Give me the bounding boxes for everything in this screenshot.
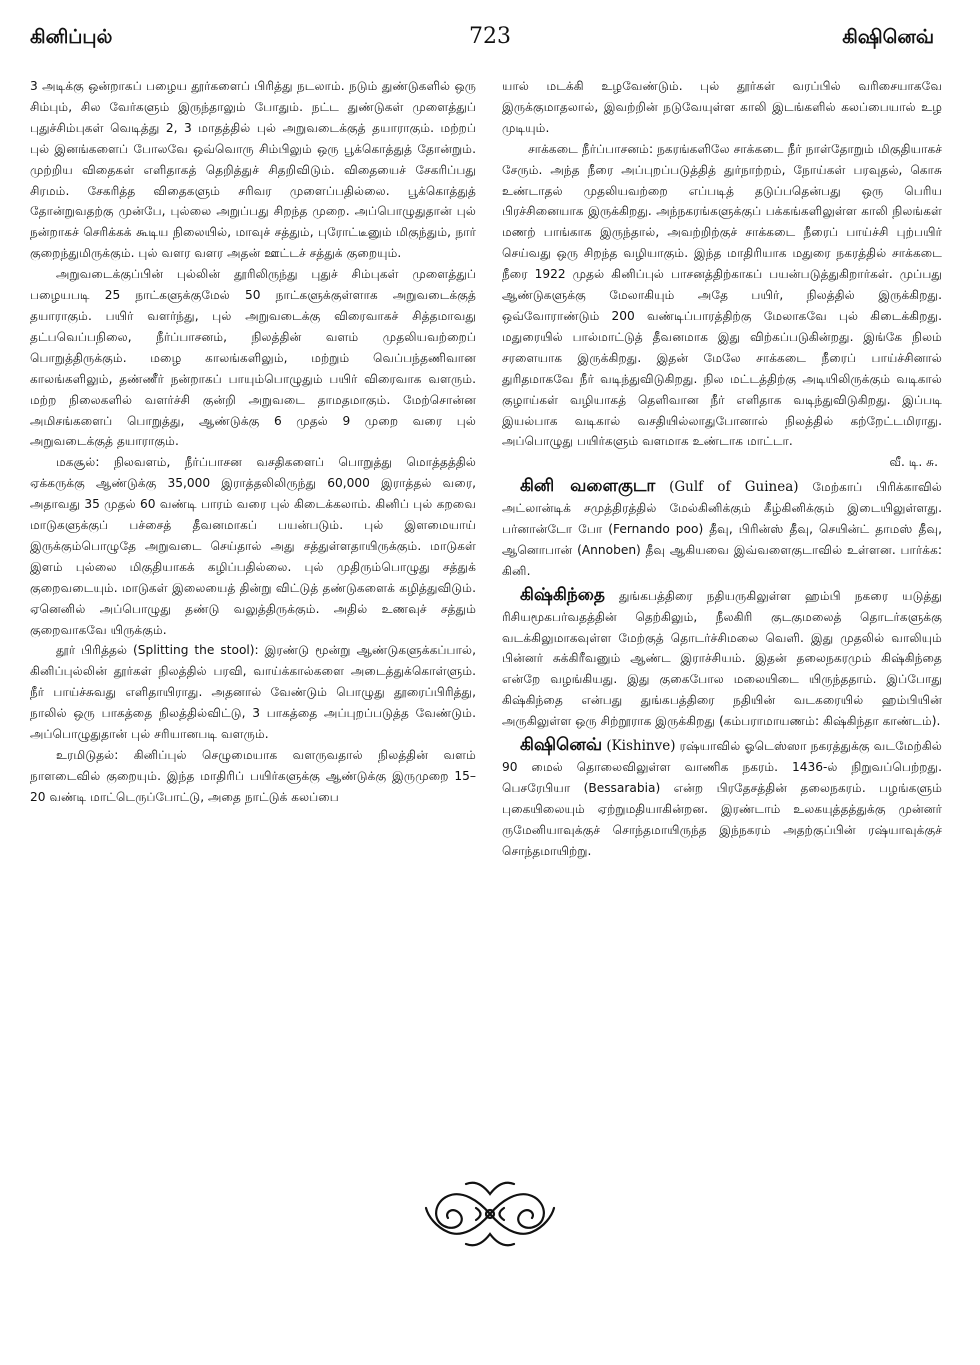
running-head-right: கிஷினெவ் [842, 26, 934, 48]
right-column [502, 76, 942, 862]
entry-term: கினி வளைகுடா [520, 476, 656, 497]
entry-kishkindha [502, 585, 942, 732]
paragraph: சாக்கடை நீர்ப்பாசனம்: நகரங்களிலே சாக்கடை நீர் நாள்தோறும் மிகுதியாகச் சேரும். அந்த நீரை அப்புறப்படுத்தித் துர்நாற்றம், நோய்கள் பரவுதல், கொசு உண்டாதல் முதலியவற்றை எப்படித் தடுப்பதென்பது ஒரு பெரிய பிரச்சினையாக இருக்கிறது. அந்நகரங்களுக்குப் பக்கங்களிலுள்ள காலி நிலங்கள் மணற் பாங்காக இருந்தால், அவற்றிற்குச் சாக்கடை நீரைப் பாய்ச்சி புற்பயிர் செய்வது ஒரு சிறந்த வழியாகும். இந்த மாதிரியாக மதுரை நகரத்தில் சாக்கடை நீரை 1922 முதல் கினிப்புல் பாசனத்திற்காகப் பயன்படுத்துகிறார்கள். முப்பது ஆண்டுகளுக்கு மேலாகியும் அதே பயிர், நிலத்தில் இருக்கிறது. ஒவ்வோராண்டும் 200 வண்டிப்பாரத்திற்கு மேலாகவே புல் கிடைக்கிறது. மதுரையில் பால்மாட்டுத் தீவனமாக இது விற்கப்படுகின்றது. இங்கே நிலம் சரளையாக இருக்கிறது. இதன் மேலே சாக்கடை நீரைப் பாய்ச்சினால் துரிதமாகவே நீர் வடிந்துவிடுகிறது. நில மட்டத்திற்கு அடியிலிருக்கும் வடிகால் குழாய்கள் வழியாகத் தெளிவான நீர் எளிதாக வடிந்துவிடுகிறது. இப்படி இயல்பாக வடிகால் வசதியில்லாதுபோனால் நிலத்தில் கற்றேட்டமிராது. அப்பொழுது பயிர்களும் வளமாக உண்டாக மாட்டா. [502, 141, 942, 449]
paragraph: யால் மடக்கி உழவேண்டும். புல் தூர்கள் வரப்பில் வரிசையாகவே இருக்குமாதலால், இவற்றின் நடுவேயுள்ள காலி இடங்களில் கலப்பையால் உழ முடியும். [502, 79, 942, 135]
page-number: 723 [469, 24, 511, 49]
entry-term: கிஷ்கிந்தை [520, 584, 605, 605]
entry-gloss: (Kishinve) [606, 738, 676, 755]
entry-gulf-of-guinea [502, 476, 942, 582]
entry-gloss: (Gulf of Guinea) [669, 479, 799, 496]
ornament-flourish-icon [418, 1172, 562, 1256]
paragraph: தூர் பிரித்தல் (Splitting the stool): இரண்டு மூன்று ஆண்டுகளுக்கப்பால், கினிப்புல்லின் தூர்கள் நிலத்தில் பரவி, வாய்க்கால்களை அடைத்துக்கொள்ளும். நீர் பாய்ச்சுவது எளிதாயிராது. அதனால் வேண்டும் பொழுது தூரைப்பிரித்து, நாலில் ஒரு பாகத்தை நிலத்தில்விட்டு, 3 பாகத்தை அப்புறப்படுத்த வேண்டும். அப்பொழுதுதான் புல் சரியானபடி வளரும். [30, 643, 476, 742]
paragraph: அறுவடைக்குப்பின் புல்லின் தூரிலிருந்து புதுச் சிம்புகள் முளைத்துப் பழையபடி 25 நாட்களுக்குமேல் 50 நாட்களுக்குள்ளாக அறுவடைக்குத் தயாராகும். பயிர் வளர்ந்து, புல் அறுவடைக்கு விரைவாகச் சித்தமாவது தட்பவெப்பநிலை, நீர்ப்பாசனம், நிலத்தின் வளம் முதலியவற்றைப் பொறுத்திருக்கும். மழை காலங்களிலும், மற்றும் வெப்பந்தணிவான காலங்களிலும், தண்ணீர் நன்றாகப் பாயும்பொழுதும் பயிர் விரைவாக வளரும். மற்ற நிலைகளில் வளர்ச்சி குன்றி அறுவடை தாமதமாகும். மேற்சொன்ன அமிசங்களைப் பொறுத்து, ஆண்டுக்கு 6 முதல் 9 முறை வரை புல் அறுவடைக்குத் தயாராகும். [30, 267, 476, 449]
entry-text: துங்கபத்திரை நதியருகிலுள்ள ஹம்பி நகரை யடுத்து ரிசியமூகபர்வதத்தின் தெற்கிலும், நீலகிரி குடகுமலைத் தொடர்களுக்கு வடக்கிலுமாகவுள்ள மேற்குத் தொடர்ச்சிமலை வெளி. இது முதலில் வாலியும் பின்னர் சுக்கிரீவனும் ஆண்ட இராச்சியம். இதன் தலைநகரமும் கிஷ்கிந்தை என்றே வழங்கியது. இது குகைபோல மலையிடை யிருந்ததாம். இப்போது கிஷ்கிந்தை என்பது துங்கபத்திரை நதியின் வடகரையில் ஹம்பியின் அருகிலுள்ள ஒரு சிற்றூராக இருக்கிறது (கம்பராமாயணம்: கிஷ்கிந்தா காண்டம்). [502, 588, 943, 729]
left-column [30, 76, 476, 808]
paragraph: உரமிடுதல்: கினிப்புல் செழுமையாக வளருவதால் நிலத்தின் வளம் நாளடைவில் குறையும். இந்த மாதிரிப் பயிர்களுக்கு ஆண்டுக்கு இருமுறை 15–20 வண்டி மாட்டெருப்போட்டு, அதை நாட்டுக் கலப்பை [30, 748, 476, 804]
entry-kishinev [502, 735, 942, 861]
paragraph: 3 அடிக்கு ஒன்றாகப் பழைய தூர்களைப் பிரித்து நடலாம். நடும் துண்டுகளில் ஒரு சிம்பும், சில வேர்களும் இருந்தாலும் போதும். நட்ட துண்டுகள் முளைத்துப் புதுச்சிம்புகள் வெடித்து 2, 3 மாதத்தில் புல் அறுவடைக்குத் தயாராகும். மற்றப் புல் இனங்களைப் போலவே ஒவ்வொரு சிம்பிலும் ஒரு பூக்கொத்துத் தோன்றும். முற்றிய விதைகள் எளிதாகத் தெறித்துச் சிதறிவிடும். விதையைச் சேகரிப்பது சிரமம். சேகரித்த விதைகளும் சரிவர முளைப்பதில்லை. பூக்கொத்துத் தோன்றுவதற்கு முன்பே, புல்லை அறுப்பது சிறந்த முறை. அப்பொழுதுதான் புல் நன்றாகச் செரிக்கக் கூடிய நிலையில், மாவுச் சத்தும், புரோட்டீனும் மிகுந்தும், நார் குறைந்துமிருக்கும். புல் வளர வளர அதன் ஊட்டச் சத்துக் குறையும். [30, 79, 476, 261]
entry-text: மேற்காப் பிரிக்காவில் அட்லான்டிக் சமுத்திரத்தில் மேல்கினிக்கும் கீழ்கினிக்கும் இடையிலுள்ளது. பர்னான்டோ போ (Fernando poo) தீவு, பிரின்ஸ் தீவு, செயின்ட் தாமஸ் தீவு, ஆனொபான் (Annoben) தீவு ஆகியவை இவ்வளைகுடாவில் உள்ளன. பார்க்க: கினி. [502, 480, 942, 578]
author-signature: வீ. டி. சு. [889, 455, 938, 470]
paragraph: மகசூல்: நிலவளம், நீர்ப்பாசன வசதிகளைப் பொறுத்து மொத்தத்தில் ஏக்கருக்கு ஆண்டுக்கு 35,000 இராத்தலிலிருந்து 60,000 இராத்தல் வரை, அதாவது 35 முதல் 60 வண்டி பாரம் வரை புல் கிடைக்கலாம். கினிப் புல் கறவை மாடுகளுக்குப் பச்சைத் தீவனமாகப் பயன்படும். புல் இளமையாய் இருக்கும்பொழுதே அறுவடை செய்தால் அது சத்துள்ளதாயிருக்கும். மாடுகள் இளம் புல்லை மிகுதியாகக் கழிப்பதில்லை. புல் முதிரும்பொழுது சத்துக் குறைவடையும். மாடுகள் இலையைத் தின்று விட்டுத் தண்டுகளைக் கழித்துவிடும். ஏனெனில் அப்பொழுது தண்டு வலுத்திருக்கும். அதில் உணவுச் சத்தும் குறைவாகவே யிருக்கும். [30, 455, 476, 637]
entry-term: கிஷினெவ் [520, 735, 603, 756]
entry-text: ரஷ்யாவில் ஓடெஸ்ஸா நகரத்துக்கு வடமேற்கில் 90 மைல் தொலைவிலுள்ள வாணிக நகரம். 1436-ல் நிறுவப்பெற்றது. பெசரேபியா (Bessarabia) என்ற பிரதேசத்தின் தலைநகரம். பழங்களும் புகையிலையும் ஏற்றுமதியாகின்றன. இரண்டாம் உலகயுத்தத்துக்கு முன்னர் ருமேனியாவுக்குச் சொந்தமாயிருந்த இந்நகரம் அதற்குப்பின் ரஷ்யாவுக்குச் சொந்தமாயிற்று. [502, 739, 943, 858]
running-head-left: கினிப்புல் [30, 26, 113, 48]
